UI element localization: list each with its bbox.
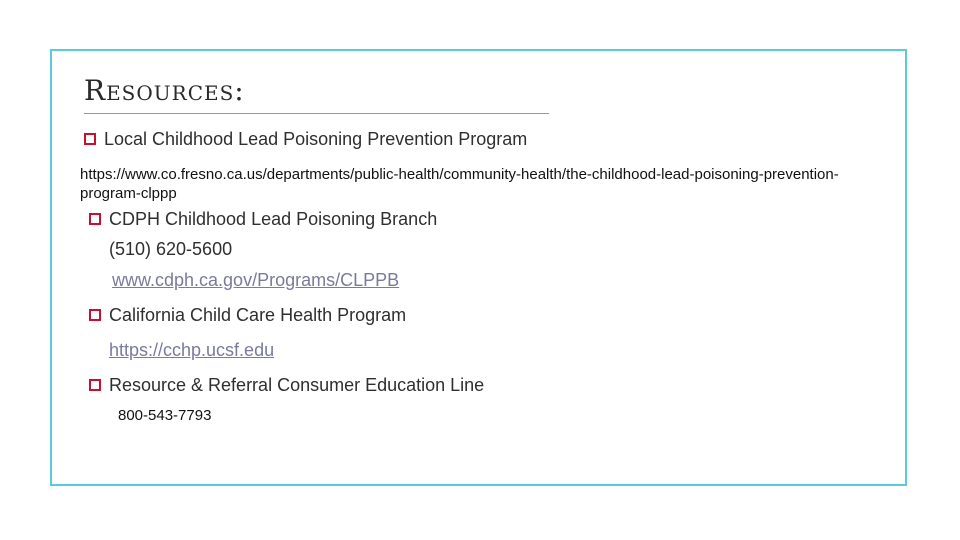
item-rr-line: Resource & Referral Consumer Education Line	[109, 375, 485, 395]
bullet-icon	[84, 133, 96, 145]
cdph-link[interactable]: www.cdph.ca.gov/Programs/CLPPB	[112, 270, 400, 290]
title-divider	[84, 113, 549, 114]
item-cchp: California Child Care Health Program	[109, 305, 407, 325]
fresno-url[interactable]: https://www.co.fresno.ca.us/departments/public-health/community-health/the-childhood-lead-poisoning-prevention-program-clppp	[80, 166, 839, 202]
bullet-icon	[89, 213, 101, 225]
bullet-icon	[89, 309, 101, 321]
cdph-phone: (510) 620-5600	[109, 239, 233, 259]
rr-phone: 800-543-7793	[118, 407, 212, 424]
item-cdph-branch: CDPH Childhood Lead Poisoning Branch	[109, 209, 438, 229]
cchp-link[interactable]: https://cchp.ucsf.edu	[109, 340, 275, 360]
bullet-icon	[89, 379, 101, 391]
item-local-program: Local Childhood Lead Poisoning Prevention Program	[104, 129, 528, 149]
slide-title: Resources:	[84, 74, 245, 107]
